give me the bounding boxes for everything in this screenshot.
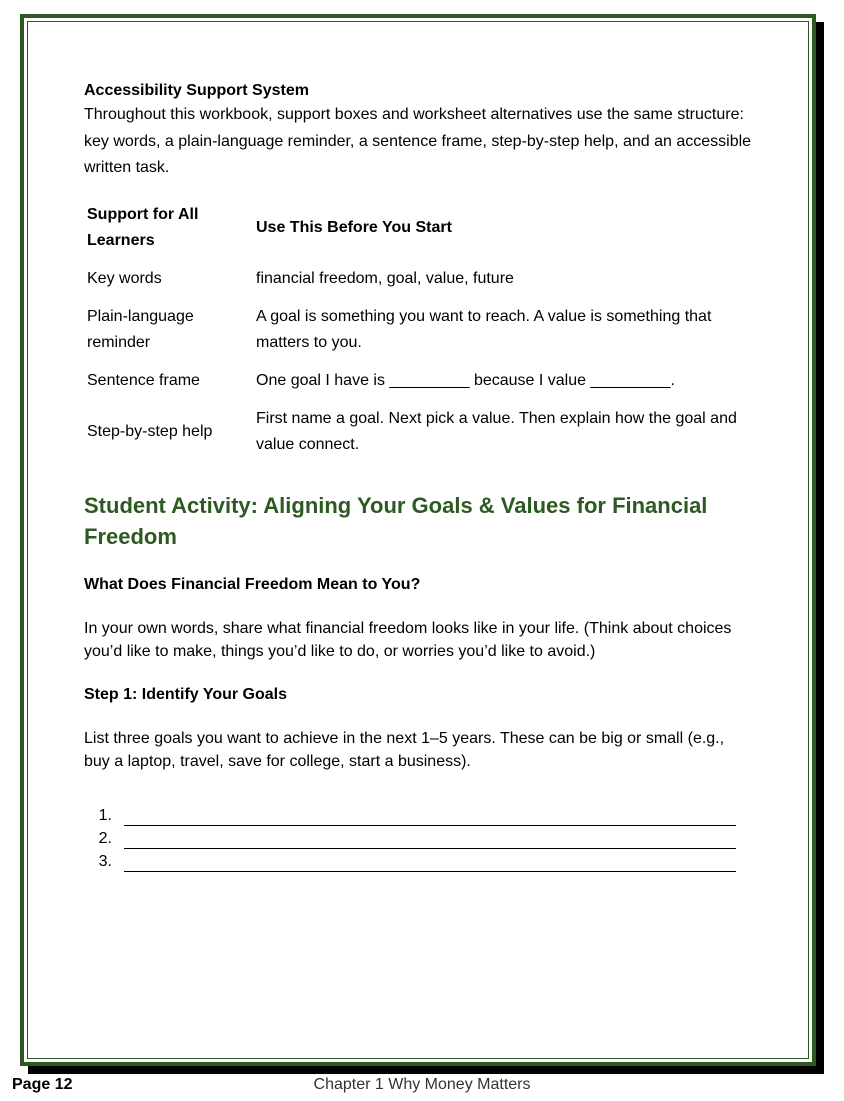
accessibility-heading: Accessibility Support System [84, 82, 309, 99]
support-table [84, 196, 752, 464]
row-text-sentence-frame: One goal I have is _________ because I value _________. [256, 371, 675, 389]
row-label-plain-language: Plain-language reminder [87, 307, 194, 351]
support-table-header-row [84, 196, 752, 260]
support-table-header-1: Support for All Learners [87, 205, 199, 249]
support-table-header-2: Use This Before You Start [256, 218, 452, 236]
list-item [84, 803, 754, 826]
goals-list [84, 803, 754, 872]
row-text-key-words: financial freedom, goal, value, future [256, 269, 514, 287]
table-row [84, 400, 752, 464]
goal-answer-line-2[interactable] [124, 830, 736, 849]
list-item [84, 826, 754, 849]
goal-answer-line-3[interactable] [124, 853, 736, 872]
freedom-question-heading: What Does Financial Freedom Mean to You? [84, 575, 421, 593]
table-row [84, 298, 752, 362]
footer-page-number: Page 12 [12, 1076, 73, 1093]
goal-number: 2. [98, 829, 112, 847]
accessibility-intro: Throughout this workbook, support boxes and worksheet alternatives use the same structure: key words, a plain-language reminder, a sentence frame, step-by-step help, and an accessible written task. [84, 106, 752, 176]
step1-heading: Step 1: Identify Your Goals [84, 685, 287, 703]
goal-number: 3. [98, 852, 112, 870]
row-text-plain-language: A goal is something you want to reach. A value is something that matters to you. [256, 307, 712, 351]
table-row [84, 260, 752, 298]
goal-number: 1. [98, 806, 112, 824]
row-label-sentence-frame: Sentence frame [87, 371, 200, 389]
table-row [84, 362, 752, 400]
activity-title: Student Activity: Aligning Your Goals & Values for Financial Freedom [84, 492, 708, 549]
footer-chapter: Chapter 1 Why Money Matters [313, 1076, 531, 1093]
row-label-key-words: Key words [87, 269, 162, 287]
row-text-step-help: First name a goal. Next pick a value. Then explain how the goal and value connect. [256, 409, 737, 453]
step1-text: List three goals you want to achieve in the next 1–5 years. These can be big or small (e.g., buy a laptop, travel, save for college, start a business). [84, 729, 725, 770]
list-item [84, 849, 754, 872]
goal-answer-line-1[interactable] [124, 807, 736, 826]
page-content [84, 80, 754, 872]
freedom-question-text: In your own words, share what financial freedom looks like in your life. (Think about choices you’d like to make, things you’d like to do, or worries you’d like to avoid.) [84, 619, 732, 660]
row-label-step-help: Step-by-step help [87, 422, 213, 440]
